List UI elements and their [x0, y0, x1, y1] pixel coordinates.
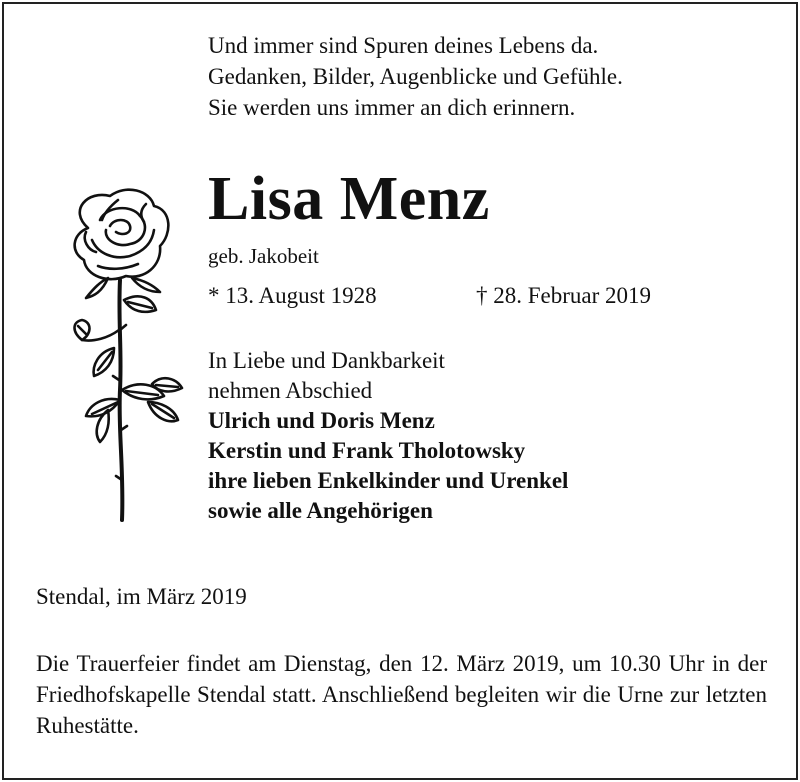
- memorial-quote: [208, 30, 623, 123]
- mourners-intro-line: In Liebe und Dankbarkeit: [208, 348, 445, 373]
- mourner-name: Ulrich und Doris Menz: [208, 408, 435, 433]
- mourner-name: sowie alle Angehörigen: [208, 498, 433, 523]
- funeral-notice: Die Trauerfeier findet am Dienstag, den 12. März 2019, um 10.30 Uhr in der Friedhofskapelle Stendal statt. Anschließend begleiten wir die Urne zur letzten Ruhestätte.: [36, 651, 767, 738]
- birth-date: * 13. August 1928: [208, 283, 377, 308]
- quote-line: Gedanken, Bilder, Augenblicke und Gefühle.: [208, 64, 623, 89]
- death-date: † 28. Februar 2019: [476, 283, 652, 308]
- life-dates: [208, 282, 652, 310]
- mourner-name: Kerstin und Frank Tholotowsky: [208, 438, 526, 463]
- quote-line: Und immer sind Spuren deines Lebens da.: [208, 33, 599, 58]
- quote-line: Sie werden uns immer an dich erinnern.: [208, 95, 576, 120]
- mourners-block: [208, 346, 568, 526]
- place-date: Stendal, im März 2019: [36, 584, 247, 609]
- mourner-name: ihre lieben Enkelkinder und Urenkel: [208, 468, 569, 493]
- rose-icon: [48, 180, 198, 530]
- maiden-name: geb. Jakobeit: [208, 244, 319, 268]
- deceased-name: Lisa Menz: [208, 165, 490, 233]
- mourners-intro-line: nehmen Abschied: [208, 378, 373, 403]
